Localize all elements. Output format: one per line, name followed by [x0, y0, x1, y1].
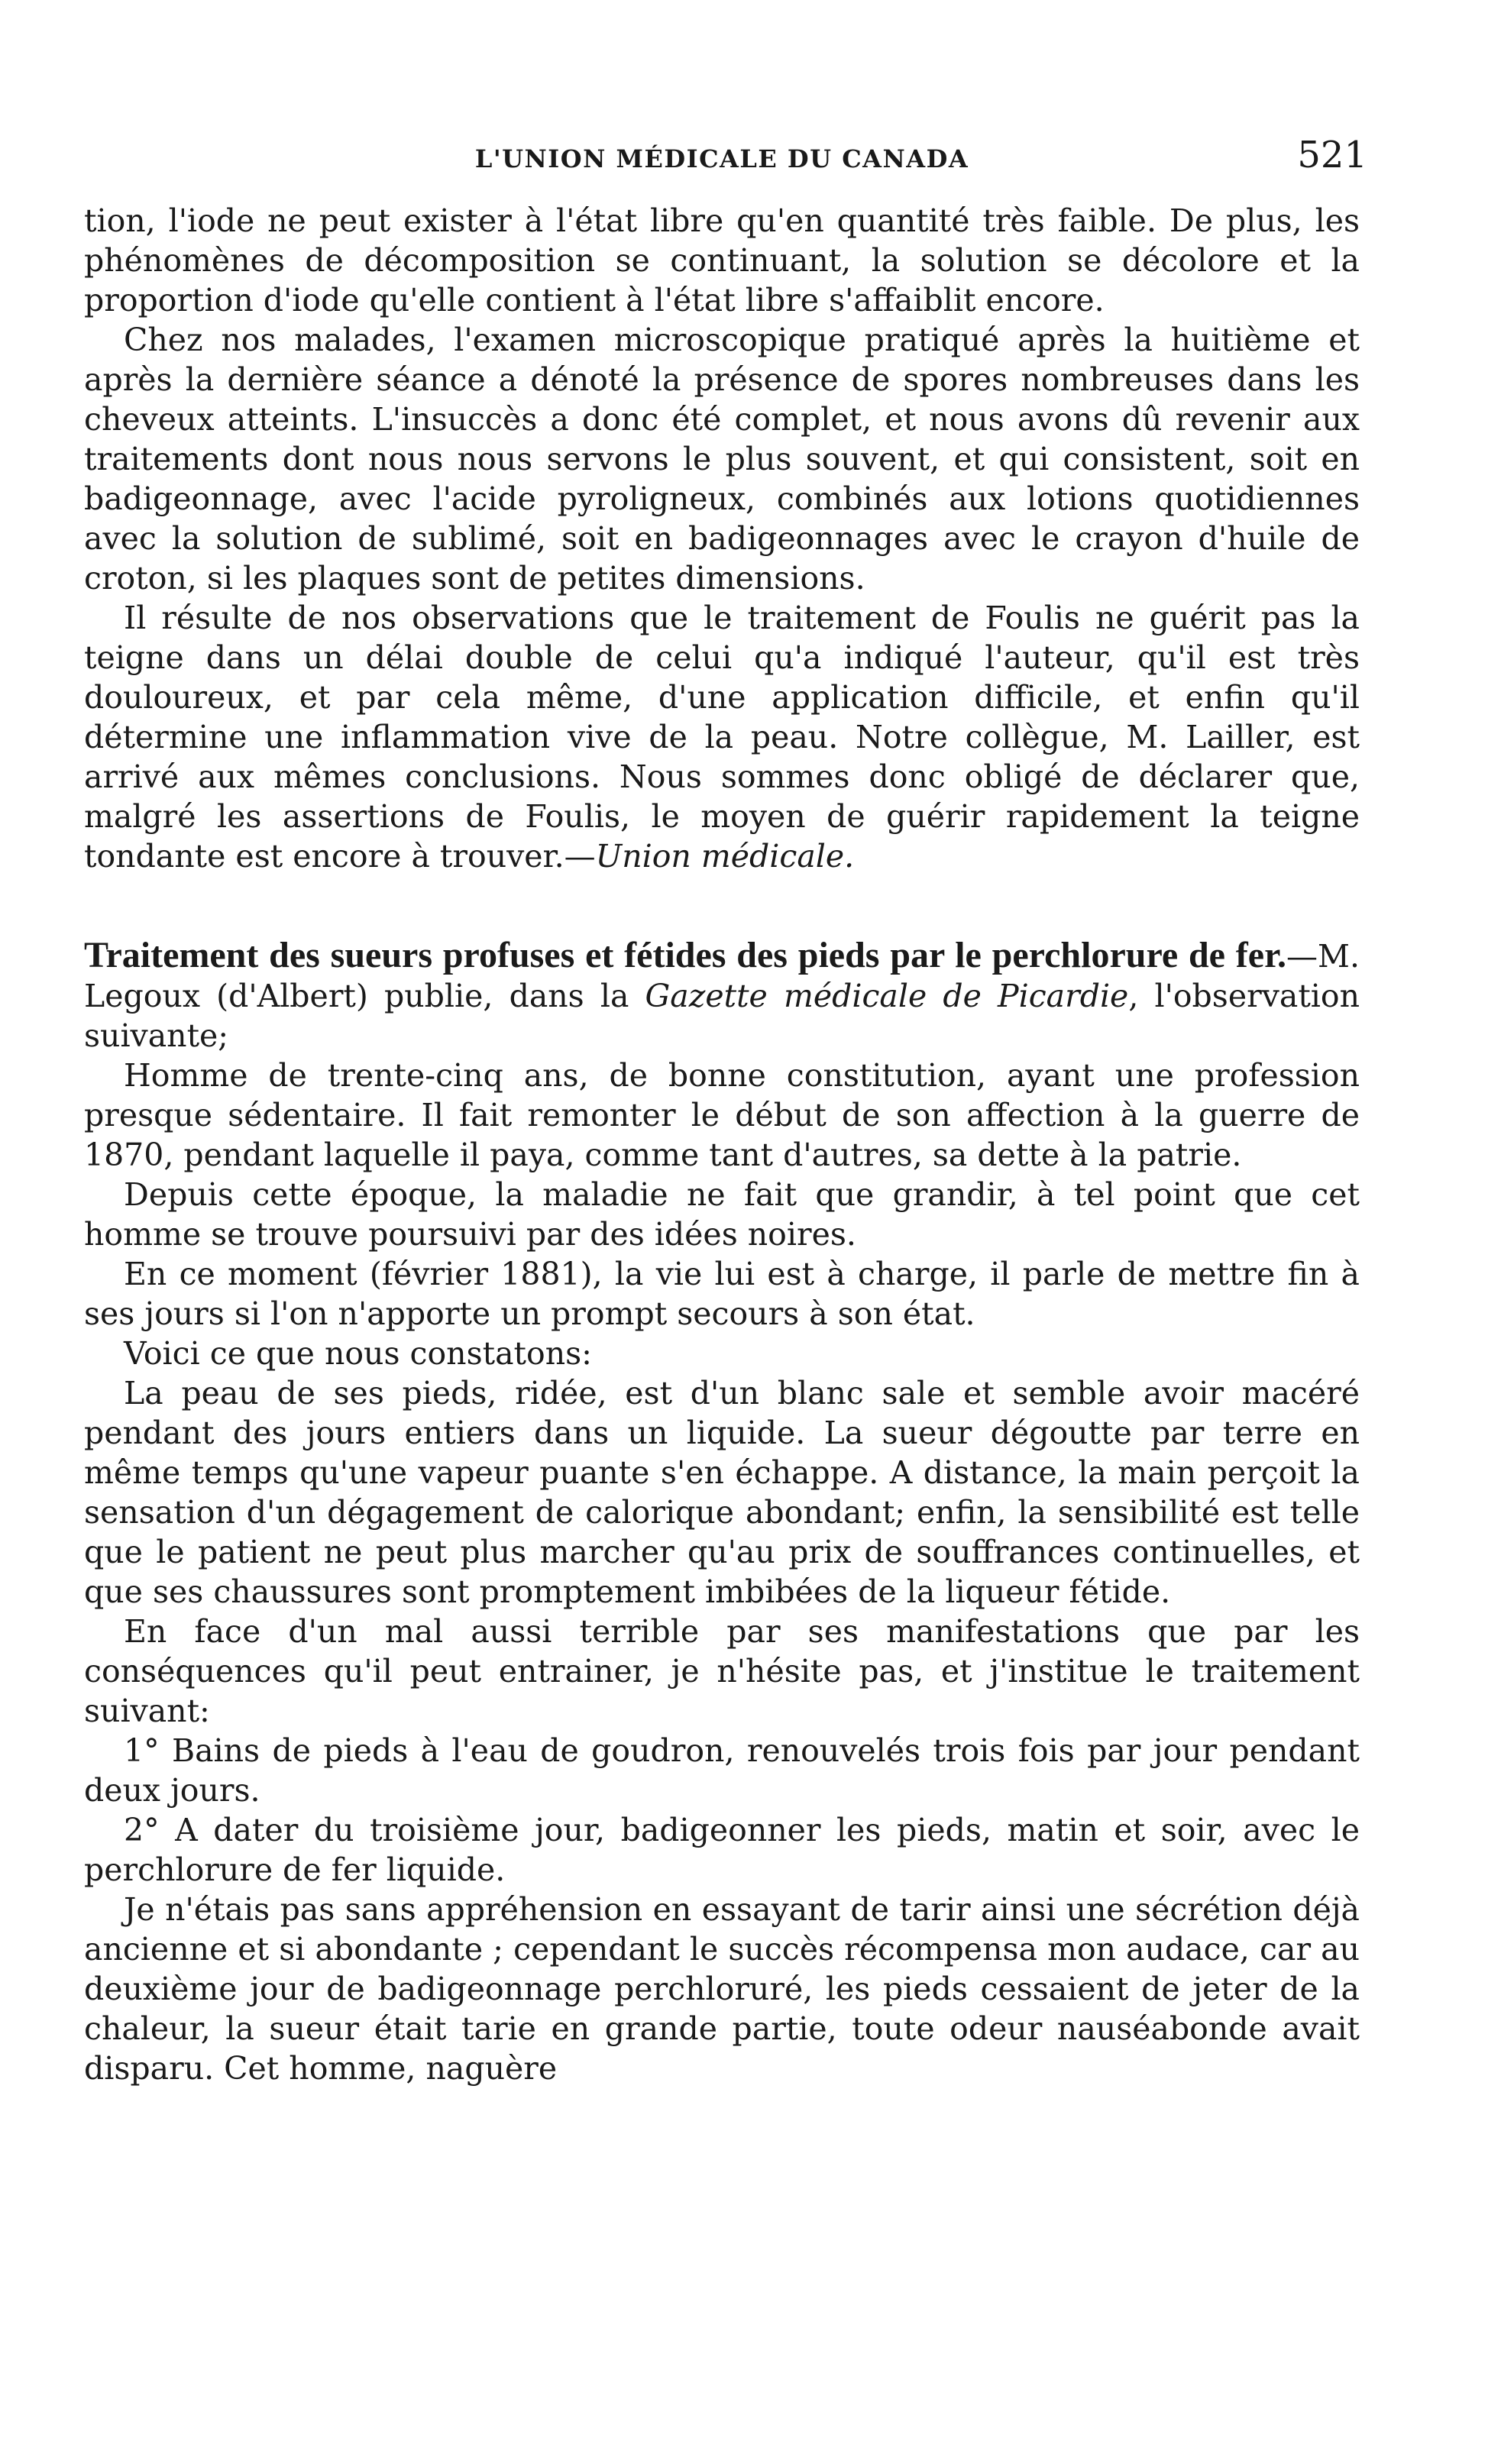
article-intro: [84, 936, 1360, 1056]
paragraph: tion, l'iode ne peut exister à l'état libre qu'en quantité très faible. De plus, les phénomènes de décomposition se continuant, la solution se décolore et la proportion d'iode qu'elle contient à l'état libre s'affaiblit encore.: [84, 202, 1360, 319]
treatment-step-2: 2° A dater du troisième jour, badigeonner les pieds, matin et soir, avec le perchlorure de fer liquide.: [84, 1812, 1360, 1888]
paragraph: Voici ce que nous constatons:: [124, 1335, 592, 1372]
journal-citation: Gazette médicale de Picardie: [645, 978, 1129, 1014]
body-text: [84, 201, 1360, 2088]
treatment-step-1: 1° Bains de pieds à l'eau de goudron, renouvelés trois fois par jour pendant deux jours.: [84, 1732, 1360, 1809]
source-citation: Union médicale.: [595, 838, 855, 875]
article-heading: Traitement des sueurs profuses et fétides des pieds par le perchlorure de fer.: [84, 935, 1286, 975]
paragraph: Je n'étais pas sans appréhension en essayant de tarir ainsi une sécrétion déjà ancienne et si abondante ; cependant le succès récompensa mon audace, car au deuxième jour de badigeonnage perchloruré, les pieds cessaient de jeter de la chaleur, la sueur était tarie en grande partie, toute odeur nauséabonde avait disparu. Cet homme, naguère: [84, 1891, 1360, 2087]
paragraph: En ce moment (février 1881), la vie lui est à charge, il parle de mettre fin à ses jours si l'on n'apporte un prompt secours à son état.: [84, 1256, 1360, 1332]
page-number: 521: [1297, 134, 1367, 176]
document-page: [84, 134, 1367, 2088]
running-header: [84, 134, 1367, 187]
paragraph: [84, 598, 1360, 876]
article-section: [84, 936, 1360, 2088]
paragraph: En face d'un mal aussi terrible par ses manifestations que par les conséquences qu'il peut entrainer, je n'hésite pas, et j'institue le traitement suivant:: [84, 1613, 1360, 1729]
paragraph: Homme de trente-cinq ans, de bonne constitution, ayant une profession presque sédentaire. Il fait remonter le début de son affection à la guerre de 1870, pendant laquelle il paya, comme tant d'autres, sa dette à la patrie.: [84, 1057, 1360, 1173]
journal-title: L'UNION MÉDICALE DU CANADA: [474, 144, 969, 173]
article-intro-author: —M. Legoux (d'Albert) publie, dans la: [84, 938, 1360, 1014]
paragraph: Chez nos malades, l'examen microscopique pratiqué après la huitième et après la dernière séance a dénoté la présence de spores nombreuses dans les cheveux atteints. L'insuccès a donc été complet, et nous avons dû revenir aux traitements dont nous nous servons le plus souvent, et qui consistent, soit en badigeonnage, avec l'acide pyroligneux, combinés aux lotions quotidiennes avec la solution de sublimé, soit en badigeonnages avec le crayon d'huile de croton, si les plaques sont de petites dimensions.: [84, 322, 1360, 597]
paragraph: La peau de ses pieds, ridée, est d'un blanc sale et semble avoir macéré pendant des jours entiers dans un liquide. La sueur dégoutte par terre en même temps qu'une vapeur puante s'en échappe. A distance, la main perçoit la sensation d'un dégagement de calorique abondant; enfin, la sensibilité est telle que le patient ne peut plus marcher qu'au prix de souffrances continuelles, et que ses chaussures sont promptement imbibées de la liqueur fétide.: [84, 1375, 1360, 1610]
paragraph-text: Il résulte de nos observations que le traitement de Foulis ne guérit pas la teigne dans un délai double de celui qu'a indiqué l'auteur, qu'il est très douloureux, et par cela même, d'une application difficile, et enfin qu'il détermine une inflammation vive de la peau. Notre collègue, M. Lailler, est arrivé aux mêmes conclusions. Nous sommes donc obligé de déclarer que, malgré les assertions de Foulis, le moyen de guérir rapidement la teigne tondante est encore à trouver.—: [84, 600, 1360, 875]
paragraph: Depuis cette époque, la maladie ne fait que grandir, à tel point que cet homme se trouve poursuivi par des idées noires.: [84, 1176, 1360, 1253]
article-intro-end: , l'observation suivante;: [84, 978, 1360, 1054]
